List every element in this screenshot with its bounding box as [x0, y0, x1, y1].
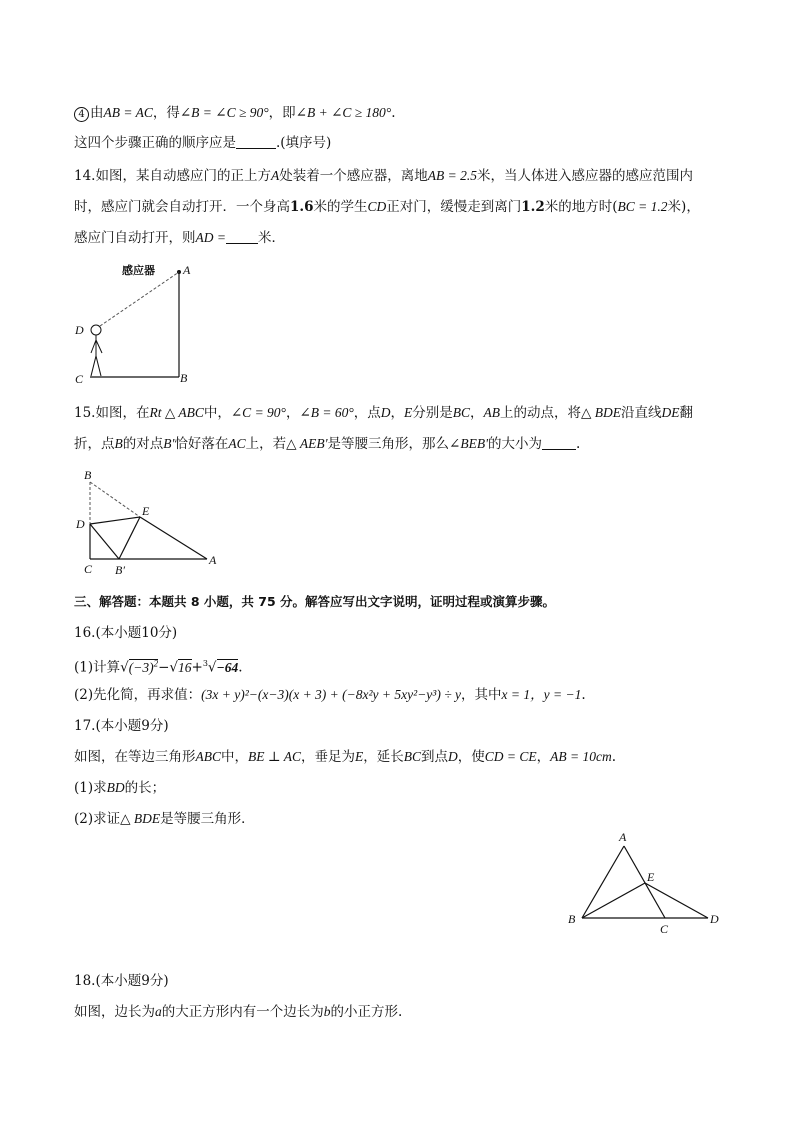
answer-blank	[236, 148, 276, 149]
q18-line-1: 如图，边长为a的大正方形内有一个边长为b的小正方形.	[74, 1004, 403, 1020]
q14-line-2: 时，感应门就会自动打开．一个身高1.6米的学生CD正对门，缓慢走到离门1.2米的地方时(BC = 1.2米)，	[74, 199, 700, 215]
q18-heading: 18.(本小题9分)	[74, 973, 169, 989]
label-D: D	[75, 323, 84, 337]
circled-number: 4	[74, 107, 89, 122]
q16-heading: 16.(本小题10分)	[74, 625, 178, 641]
q17-line-1: 如图，在等边三角形ABC中，BE ⊥ AC，垂足为E，延长BC到点D，使CD = CE，AB = 10cm.	[74, 749, 616, 765]
label-A: A	[619, 830, 627, 844]
label-B: B	[180, 371, 188, 385]
label-B: B	[84, 468, 92, 482]
q14-line-3: 感应门自动打开，则AD = 米．	[74, 230, 285, 246]
dashed-BE	[90, 482, 140, 517]
order-question-line: 这四个步骤正确的顺序应是 .(填序号)	[74, 135, 332, 151]
label-C: C	[75, 372, 84, 386]
answer-blank	[226, 243, 258, 244]
q15-line-1: 15.如图，在Rt △ ABC中，∠C = 90°，∠B = 60°，点D，E分别是BC，AB上的动点，将△ BDE沿直线DE翻	[74, 405, 694, 421]
side-EA	[140, 517, 207, 559]
answer-blank	[542, 449, 576, 450]
person-leg-r	[96, 356, 101, 376]
person-leg-l	[91, 356, 96, 376]
label-B: B	[568, 912, 576, 926]
label-E: E	[647, 870, 655, 884]
q15-figure	[72, 466, 222, 581]
step-4-line: 4 由AB = AC，得∠B = ∠C ≥ 90°，即∠B + ∠C ≥ 180°.	[74, 104, 396, 122]
label-E: E	[142, 504, 150, 518]
q14-line-1: 14.如图，某自动感应门的正上方A处装着一个感应器，离地AB = 2.5米，当人体进入感应器的感应范围内	[74, 168, 693, 184]
q15-line-2: 折，点B的对点B'恰好落在AC上，若△ AEB'是等腰三角形，那么∠BEB'的大小为 .	[74, 436, 581, 452]
side-AB	[582, 846, 624, 918]
person-head	[91, 325, 101, 335]
side-AC	[624, 846, 665, 918]
segment-BE	[582, 883, 645, 918]
q17-figure	[562, 828, 732, 940]
label-C: C	[84, 562, 93, 576]
segment-EB2	[119, 517, 140, 559]
q17-part-1: (1)求BD的长；	[74, 780, 166, 796]
dashed-line-DA	[100, 272, 179, 326]
q17-heading: 17.(本小题9分)	[74, 718, 169, 734]
label-A: A	[183, 263, 191, 277]
q16-part-2: (2)先化简，再求值：(3x + y)²−(x−3)(x + 3) + (−8x²y + 5xy²−y³) ÷ y，其中x = 1，y = −1.	[74, 687, 586, 703]
label-D: D	[76, 517, 85, 531]
label-A: A	[209, 553, 217, 567]
person-arm-l	[91, 340, 96, 353]
label-D: D	[710, 912, 719, 926]
label-sensor: 感应器	[122, 264, 155, 277]
q16-part-1: (1)计算$√(-3)^2-√16+^3√-64$.	[74, 658, 243, 676]
section-3-heading: 三、解答题：本题共 8 小题，共 75 分。解答应写出文字说明，证明过程或演算步骤。	[74, 594, 556, 609]
q14-figure	[72, 258, 202, 388]
q17-part-2: (2)求证△ BDE是等腰三角形．	[74, 811, 255, 827]
segment-DE	[90, 517, 140, 524]
person-arm-r	[96, 340, 102, 353]
label-B-prime: B′	[115, 563, 125, 577]
label-C: C	[660, 922, 669, 936]
segment-DB2	[90, 524, 119, 559]
